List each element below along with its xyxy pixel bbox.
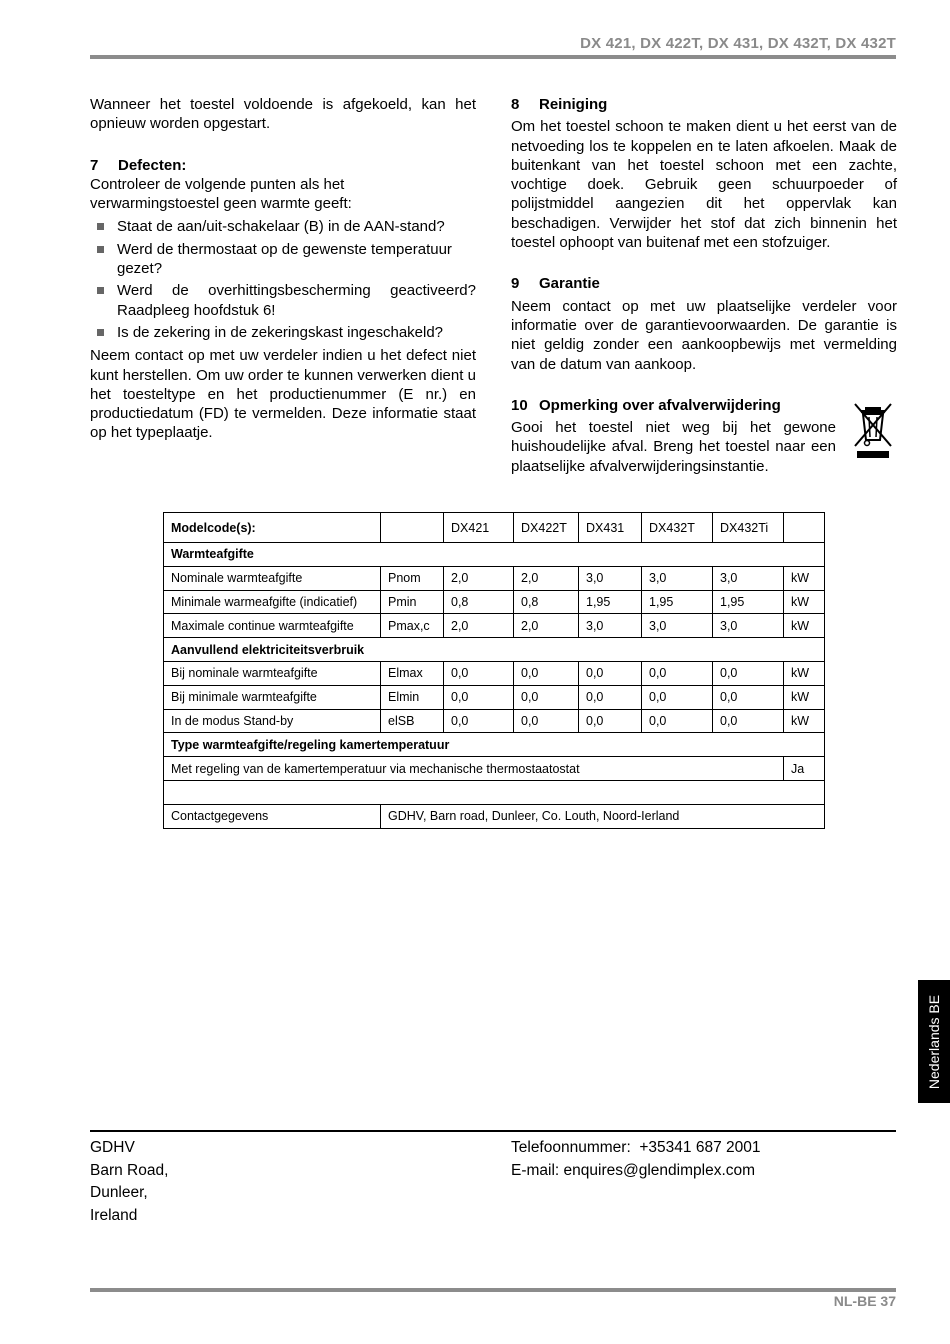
table-section-row: Type warmteafgifte/regeling kamertemperatuur — [164, 733, 825, 757]
checklist-item: Werd de overhittingsbescherming geactiveerd? Raadpleeg hoofdstuk 6! — [90, 281, 476, 320]
language-side-tab: Nederlands BE — [918, 980, 950, 1103]
footer-rule — [90, 1288, 896, 1292]
table-header-row — [164, 513, 825, 543]
section-7-lead: Controleer de volgende punten als het verwarmingstoestel geen warmte geeft: — [90, 175, 352, 213]
intro-paragraph: Wanneer het toestel voldoende is afgekoeld, kan het opnieuw worden opgestart. — [90, 96, 476, 133]
table-row: Bij minimale warmteafgifte Elmin 0,0 0,0 0,0 0,0 0,0 kW — [164, 685, 825, 709]
checklist — [90, 217, 476, 342]
table-row: Minimale warmeafgifte (indicatief) Pmin 0,8 0,8 1,95 1,95 1,95 kW — [164, 590, 825, 614]
right-column — [511, 95, 897, 476]
table-row: Nominale warmteafgifte Pnom 2,0 2,0 3,0 3,0 3,0 kW — [164, 566, 825, 590]
checklist-item: Werd de thermostaat op de gewenste temperatuur gezet? — [90, 240, 476, 279]
checklist-item: Staat de aan/uit-schakelaar (B) in de AAN-stand? — [90, 217, 476, 236]
weee-crossed-bin-icon — [853, 402, 893, 462]
model-cell: DX431 — [579, 513, 642, 543]
checklist-item: Is de zekering in de zekeringskast ingeschakeld? — [90, 323, 476, 342]
page-header-title: DX 421, DX 422T, DX 431, DX 432T, DX 432T — [580, 35, 896, 52]
section-8-heading: 8 Reiniging — [511, 96, 608, 113]
model-code-label: Modelcode(s): — [164, 513, 381, 543]
section-10-body: Gooi het toestel niet weg bij het gewone huishoudelijke afval. Breng het toestel naar een plaatselijke afvalverwijderingsinstantie. — [511, 419, 836, 475]
spec-table — [163, 512, 825, 829]
model-cell: DX422T — [514, 513, 579, 543]
page-number: NL-BE 37 — [833, 1293, 896, 1309]
model-cell: DX432Ti — [713, 513, 784, 543]
section-9-body: Neem contact op met uw plaatselijke verdeler voor informatie over de garantievoorwaarden. De garantie is niet geldig zonder een aankoopbewijs met vermelding van de datum van aankoop. — [511, 297, 897, 373]
section-9-heading: 9 Garantie — [511, 275, 600, 293]
table-row: Met regeling van de kamertemperatuur via mechanische thermostaatostat Ja — [164, 757, 825, 781]
model-cell: DX432T — [642, 513, 713, 543]
section-7-heading: 7 Defecten: — [90, 156, 187, 174]
section-8-body: Om het toestel schoon te maken dient u het eerst van de netvoeding los te koppelen en te laten afkoelen. Maak de buitenkant van het toestel schoon met een zachte, vochtige doek. Gebruik geen schuurpoeder of polijstmiddel aangezien dit het oppervlak kan beschadigen. Verwijder het stof dat zich binnenin het toestel ophoopt van buitenaf met een stofzuiger. — [511, 118, 897, 252]
table-row: Maximale continue warmteafgifte Pmax,c 2,0 2,0 3,0 3,0 3,0 kW — [164, 614, 825, 638]
header-rule — [90, 55, 896, 59]
table-contact-row: Contactgegevens GDHV, Barn road, Dunleer, Co. Louth, Noord-Ierland — [164, 804, 825, 828]
footer-email: E-mail: enquires@glendimplex.com — [511, 1161, 756, 1179]
footer-contact — [511, 1137, 760, 1182]
table-row: In de modus Stand-by elSB 0,0 0,0 0,0 0,0 0,0 kW — [164, 709, 825, 733]
section-10-heading: 10 Opmerking over afvalverwijdering — [511, 396, 781, 414]
footer-phone: Telefoonnummer: +35341 687 2001 — [511, 1139, 761, 1156]
model-cell: DX421 — [444, 513, 514, 543]
section-10 — [511, 396, 897, 476]
table-section-row: Warmteafgifte — [164, 543, 825, 567]
section-7-closing: Neem contact op met uw verdeler indien u het defect niet kunt herstellen. Om uw order te kunnen verwerken dient u het toesteltype en het productienummer (E nr.) en productiedatum (FD) te vermelden. Deze informatie staat op het typeplaatje. — [90, 347, 476, 442]
table-empty-row — [164, 780, 825, 804]
contact-rule — [90, 1130, 896, 1132]
table-section-row: Aanvullend elektriciteitsverbruik — [164, 638, 825, 662]
left-column — [90, 95, 476, 443]
footer-address: GDHV Barn Road, Dunleer, Ireland — [90, 1139, 169, 1225]
table-row: Bij nominale warmteafgifte Elmax 0,0 0,0 0,0 0,0 0,0 kW — [164, 661, 825, 685]
